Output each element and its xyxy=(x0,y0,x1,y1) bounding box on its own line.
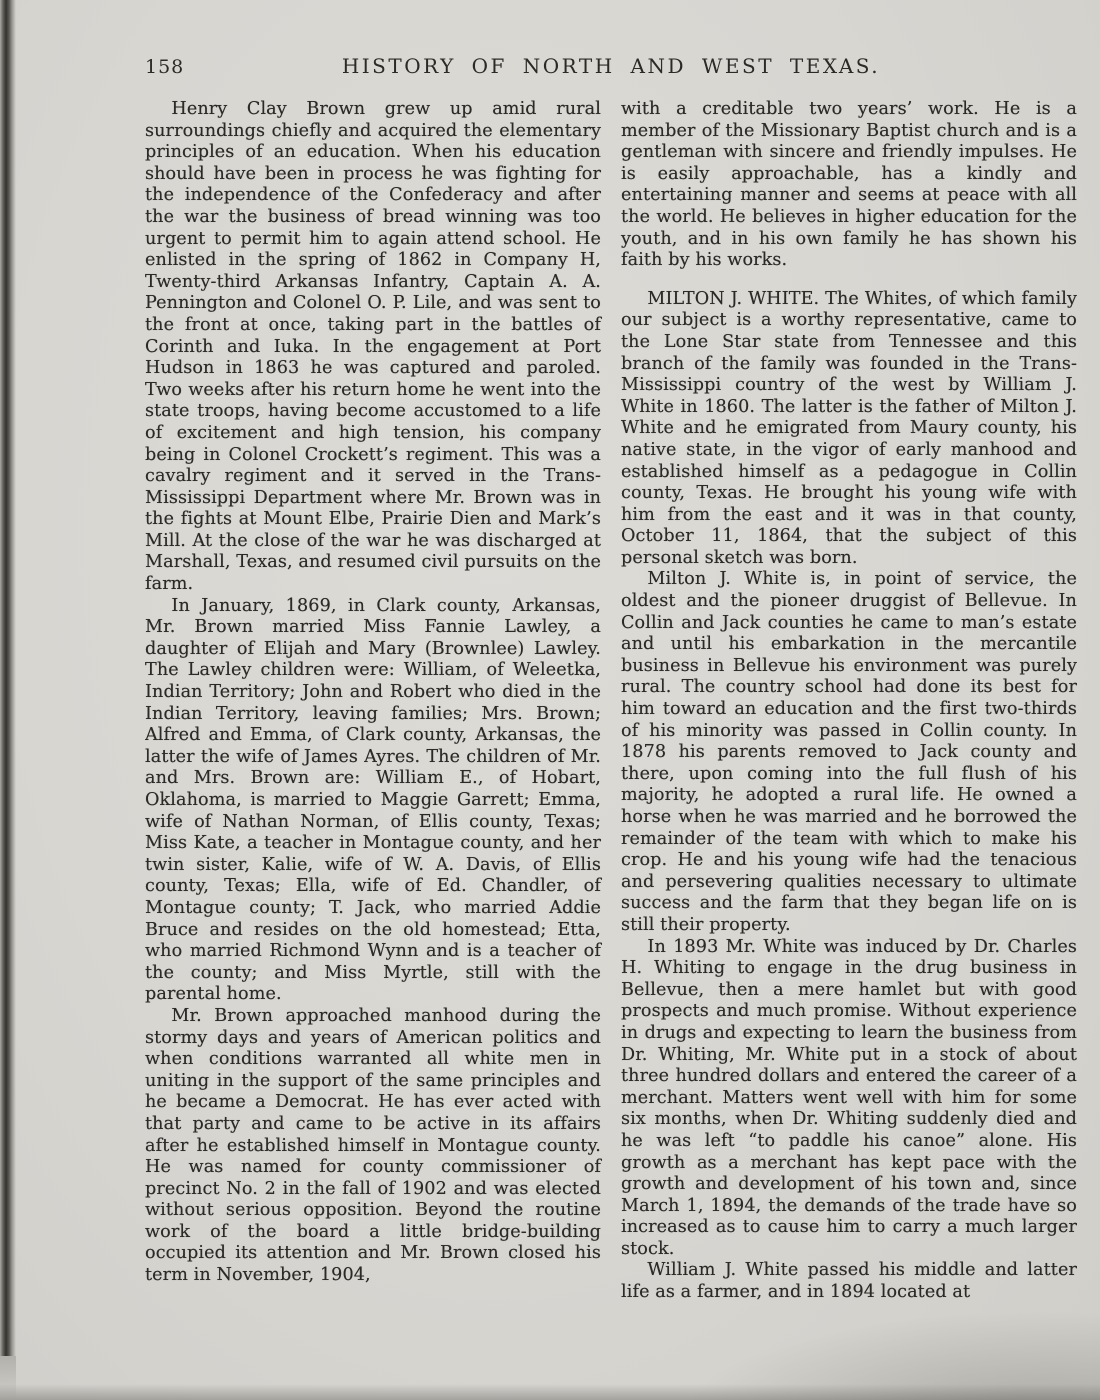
paragraph: William J. White passed his middle and latter life as a farmer, and in 1894 located at xyxy=(621,1260,1077,1303)
paragraph-milton-j-white-section: MILTON J. WHITE. The Whites, of which family our subject is a worthy representative, came to the Lone Star state from Tennessee and this branch of the family was founded in the Trans-Mississippi country of the west by William J. White in 1860. The latter is the father of Milton J. White and he emigrated from Maury county, his native state, in the vigor of early manhood and established himself as a pedagogue in Collin county, Texas. He brought his young wife with him from the east and it was in that county, October 11, 1864, that the subject of this personal sketch was born. xyxy=(621,288,1077,568)
paragraph: Henry Clay Brown grew up amid rural surroundings chiefly and acquired the elementary principles of an education. When his education should have been in process he was fighting for the independence of the Confederacy and after the war the business of bread winning was too urgent to permit him to again attend school. He enlisted in the spring of 1862 in Company H, Twenty-third Arkansas Infantry, Captain A. A. Pennington and Colonel O. P. Lile, and was sent to the front at once, taking part in the battles of Corinth and Iuka. In the engagement at Port Hudson in 1863 he was captured and paroled. Two weeks after his return home he went into the state troops, having become accustomed to a life of excitement and high tension, his company being in Colonel Crockett’s regiment. This was a cavalry regiment and it served in the Trans-Mississippi Department where Mr. Brown was in the fights at Mount Elbe, Prairie Dien and Mark’s Mill. At the close of the war he was discharged at Marshall, Texas, and resumed civil pursuits on the farm. xyxy=(145,99,601,595)
paragraph: Mr. Brown approached manhood during the stormy days and years of American politics and when conditions warranted all white men in uniting in the support of the same principles and he became a Democrat. He has ever acted with that party and came to be active in its affairs after he established himself in Montague county. He was named for county commissioner of precinct No. 2 in the fall of 1902 and was elected without serious opposition. Beyond the routine work of the board a little bridge-building occupied its attention and Mr. Brown closed his term in November, 1904, xyxy=(145,1005,601,1286)
book-spine-edge xyxy=(0,0,16,1356)
right-column xyxy=(621,99,1077,1304)
paragraph: In 1893 Mr. White was induced by Dr. Charles H. Whiting to engage in the drug business in Bellevue, then a mere hamlet but with good prospects and much promise. Without experience in drugs and expecting to learn the business from Dr. Whiting, Mr. White put in a stock of about three hundred dollars and entered the career of a merchant. Matters went well with him for some six months, when Dr. Whiting suddenly died and he was left “to paddle his canoe” alone. His growth as a merchant has kept pace with the growth and development of his town and, since March 1, 1894, the demands of the trade have so increased as to cause him to carry a much larger stock. xyxy=(621,936,1077,1259)
running-title: HISTORY OF NORTH AND WEST TEXAS. xyxy=(341,54,881,78)
page-header xyxy=(145,54,1077,82)
page-number: 158 xyxy=(145,56,185,78)
paragraph: Milton J. White is, in point of service, the oldest and the pioneer druggist of Bellevue. In Collin and Jack counties he came to man’s estate and until his embarkation in the mercantile business in Bellevue his environment was purely rural. The country school had done its best for him toward an education and the first two-thirds of his minority was passed in Collin county. In 1878 his parents removed to Jack county and there, upon coming into the full flush of his majority, he adopted a rural life. He owned a horse when he was married and he borrowed the remainder of the team with which to make his crop. He and his young wife had the tenacious and persevering qualities necessary to ultimate success and the farm that they began life on is still their property. xyxy=(621,569,1077,935)
text-block xyxy=(145,99,1077,1364)
paragraph: with a creditable two years’ work. He is a member of the Missionary Baptist church and is a gentleman with sincere and friendly impulses. He is easily approachable, has a kindly and entertaining manner and seems at peace with all the world. He believes in higher education for the youth, and in his own family he has shown his faith by his works. xyxy=(621,99,1077,271)
left-column xyxy=(145,99,601,1287)
paragraph: In January, 1869, in Clark county, Arkansas, Mr. Brown married Miss Fannie Lawley, a daughter of Elijah and Mary (Brownlee) Lawley. The Lawley children were: William, of Weleetka, Indian Territory; John and Robert who died in the Indian Territory, leaving families; Mrs. Brown; Alfred and Emma, of Clark county, Arkansas, the latter the wife of James Ayres. The children of Mr. and Mrs. Brown are: William E., of Hobart, Oklahoma, is married to Maggie Garrett; Emma, wife of Nathan Norman, of Ellis county, Texas; Miss Kate, a teacher in Montague county, and her twin sister, Kalie, wife of W. A. Davis, of Ellis county, Texas; Ella, wife of Ed. Chandler, of Montague county; T. Jack, who married Addie Bruce and resides on the old homestead; Etta, who married Richmond Wynn and is a teacher of the county; and Miss Myrtle, still with the parental home. xyxy=(145,595,601,1005)
